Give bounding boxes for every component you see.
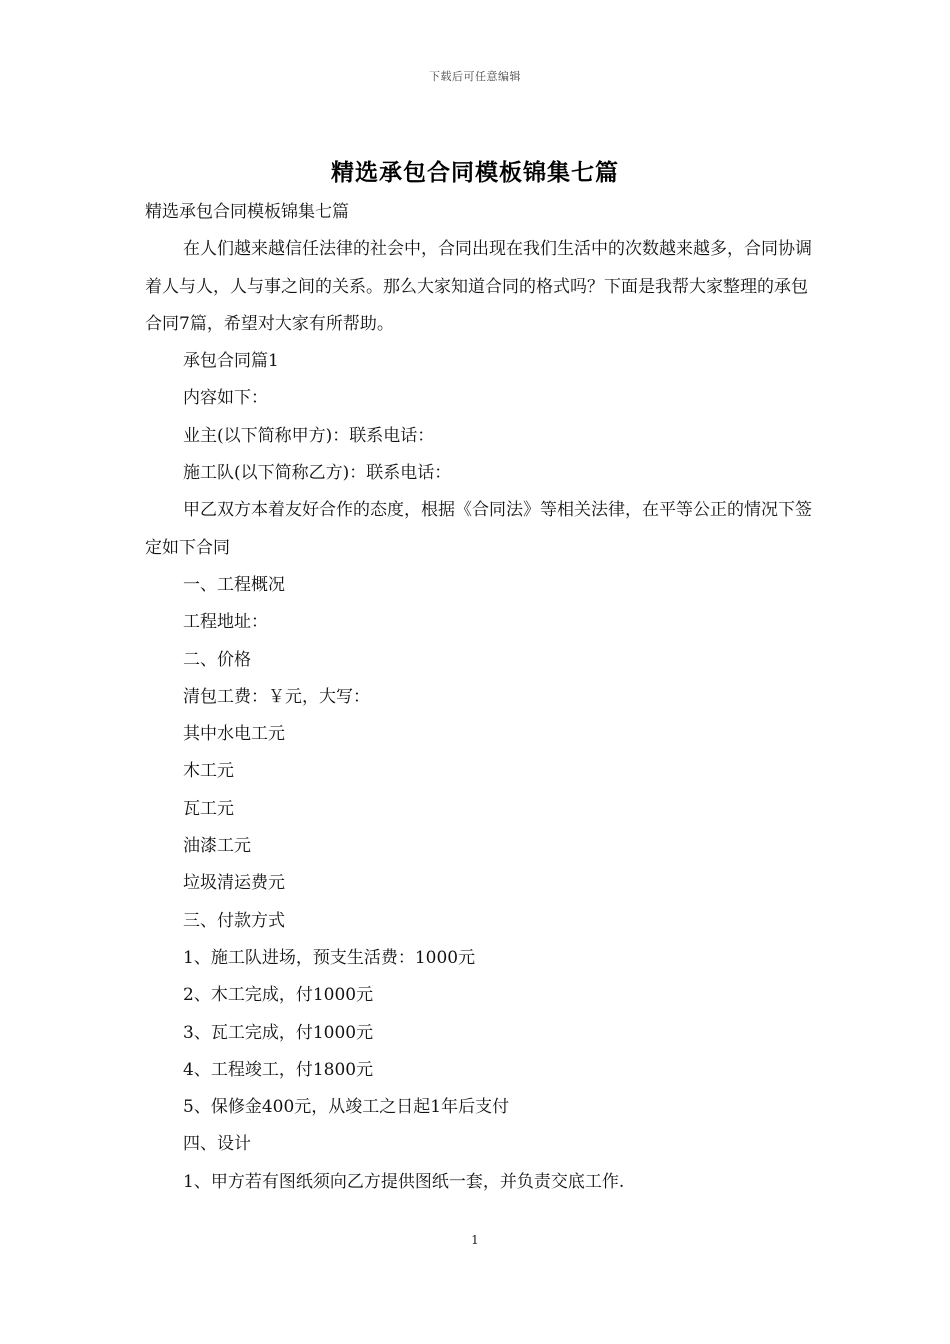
list-item: 垃圾清运费元 xyxy=(183,873,285,894)
document-body xyxy=(145,194,813,1201)
party-a-line: 业主(以下简称甲方)：联系电话： xyxy=(183,425,435,446)
paragraph: 工程地址： xyxy=(183,612,268,633)
paragraph: 甲乙双方本着友好合作的态度，根据《合同法》等相关法律，在平等公正的情况下签定如下合同 xyxy=(145,500,812,558)
section-heading: 三、付款方式 xyxy=(183,910,285,931)
list-item: 木工元 xyxy=(183,761,234,782)
paragraph: 内容如下： xyxy=(183,388,268,409)
list-item: 4、工程竣工，付1800元 xyxy=(183,1059,374,1080)
list-item: 瓦工元 xyxy=(183,798,234,819)
section-heading: 四、设计 xyxy=(183,1134,251,1155)
header-note: 下载后可任意编辑 xyxy=(429,70,521,83)
paragraph: 在人们越来越信任法律的社会中，合同出现在我们生活中的次数越来越多，合同协调着人与人，人与事之间的关系。那么大家知道合同的格式吗？下面是我帮大家整理的承包合同7篇，希望对大家有所帮助。 xyxy=(145,239,812,334)
list-item: 5、保修金400元，从竣工之日起1年后支付 xyxy=(183,1097,510,1118)
section-heading: 承包合同篇1 xyxy=(183,351,279,372)
paragraph: 清包工费：￥元，大写： xyxy=(183,686,370,707)
list-item: 1、施工队进场，预支生活费：1000元 xyxy=(183,947,476,968)
section-heading: 一、工程概况 xyxy=(183,574,285,595)
list-item: 2、木工完成，付1000元 xyxy=(183,985,374,1006)
section-heading: 二、价格 xyxy=(183,649,251,670)
document-title: 精选承包合同模板锦集七篇 xyxy=(331,159,619,186)
page-number: 1 xyxy=(471,1233,479,1247)
list-item: 3、瓦工完成，付1000元 xyxy=(183,1022,374,1043)
list-item: 1、甲方若有图纸须向乙方提供图纸一套，并负责交底工作. xyxy=(183,1171,625,1192)
list-item: 油漆工元 xyxy=(183,836,251,857)
list-item: 其中水电工元 xyxy=(183,724,285,745)
paragraph: 精选承包合同模板锦集七篇 xyxy=(145,202,349,222)
party-b-line: 施工队(以下简称乙方)：联系电话： xyxy=(183,463,452,484)
